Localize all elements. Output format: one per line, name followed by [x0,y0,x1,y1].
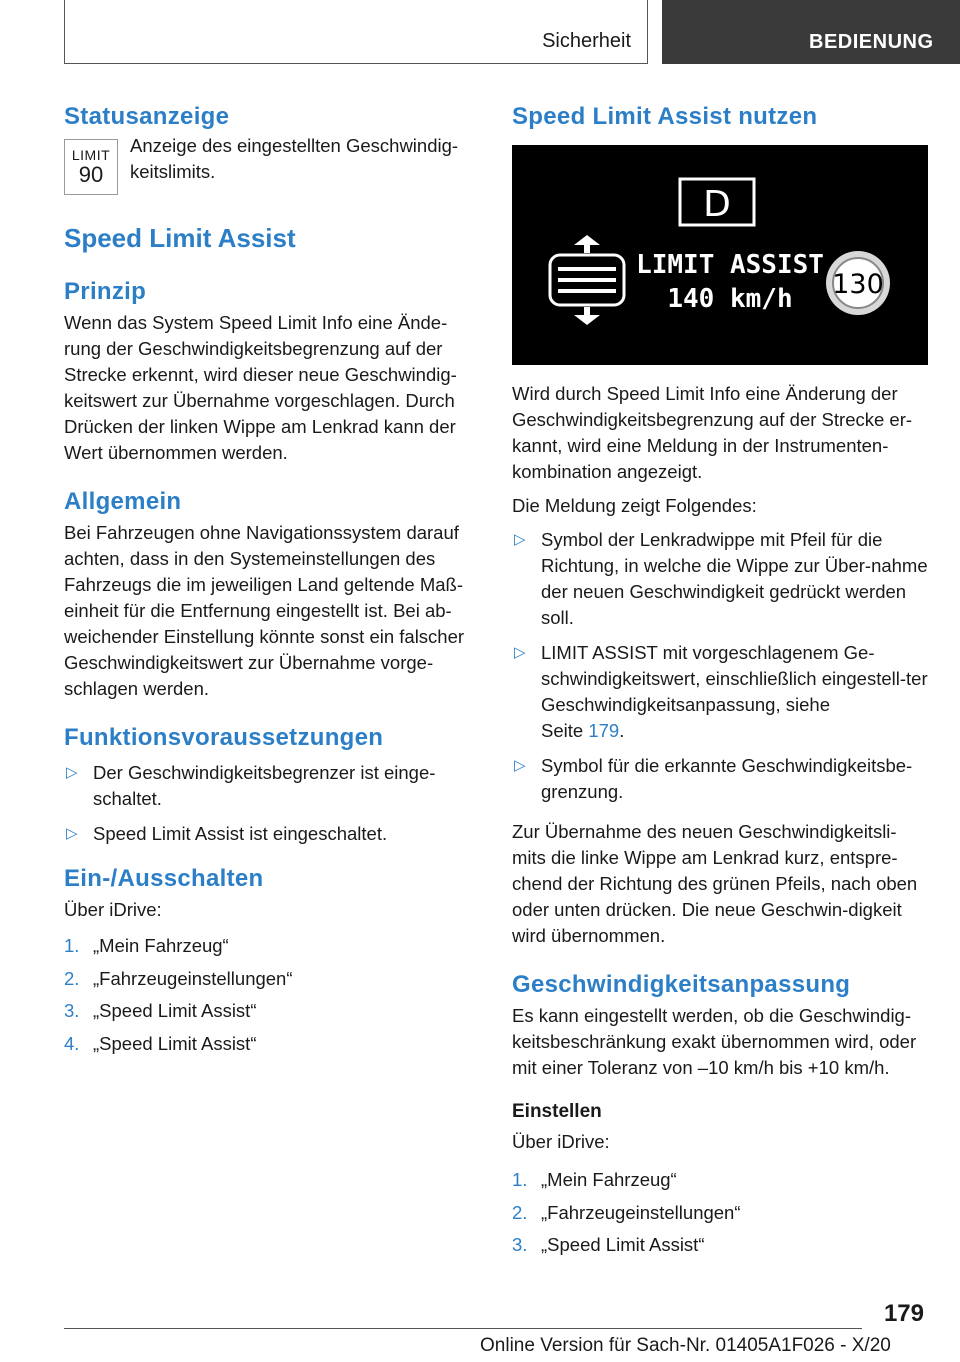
step-item: 1. „Mein Fahrzeug“ [64,935,229,956]
allgemein-heading: Allgemein [64,488,182,515]
statusanzeige-heading: Statusanzeige [64,103,230,130]
einaus-steps [64,933,484,1057]
limit-assist-label: LIMIT ASSIST [636,250,824,280]
status-text: Anzeige des eingestellten Geschwindig‐keitslimits. [130,135,459,182]
right-column [512,100,928,1265]
einstellen-heading: Einstellen [512,1101,602,1122]
footer-text: Online Version für Sach-Nr. 01405A1F026 - X/20 [480,1335,891,1356]
prinzip-heading: Prinzip [64,278,147,305]
page-link[interactable]: 179 [588,720,620,741]
nutzen-text-1: Wird durch Speed Limit Info eine Änderung der Geschwindigkeitsbegrenzung auf der Strecke er‐kannt, wird eine Meldung in der Instrumenten‐kombination angezeigt. [512,383,913,482]
step-item: 4. „Speed Limit Assist“ [64,1032,257,1054]
list-item: ▷ LIMIT ASSIST mit vorgeschlagenem Ge‐schwindigkeitswert, einschließlich eingestell‐ter Geschwindigkeitsanpassung, siehe Seite 179. [514,642,928,741]
footer-divider [64,1328,862,1329]
nutzen-text-3: Zur Übernahme des neuen Geschwindigkeitsli‐mits die linke Wippe am Lenkrad kurz, entspre‐chend der Richtung des grünen Pfeils, nach oben oder unten drücken. Die neue Geschwin‐digkeit wird übernommen. [512,821,918,946]
limit-icon [64,139,118,195]
nutzen-heading: Speed Limit Assist nutzen [512,103,818,130]
limit-assist-speed: 140 km/h [667,284,793,314]
header-frame [64,0,648,64]
rocker-switch-icon [550,235,624,325]
limit-icon-label: LIMIT [71,147,111,163]
einstellen-intro: Über iDrive: [512,1131,610,1152]
triangle-bullet-icon: ▷ [66,825,78,842]
anpassung-heading: Geschwindigkeitsanpassung [512,971,851,998]
funktion-list [64,760,484,847]
anpassung-text: Es kann eingestellt werden, ob die Geschwindig‐keitsbeschränkung exakt übernommen wird, oder mit einer Toleranz von –10 km/h bis +10 km/h. [512,1005,917,1078]
limit-icon-value: 90 [78,162,104,187]
speed-limit-sign-value: 130 [832,269,884,300]
page-number: 179 [883,1300,924,1327]
status-row [64,135,484,195]
chapter-tab-label: BEDIENUNG [809,31,934,53]
triangle-bullet-icon: ▷ [514,644,526,661]
einaus-heading: Ein-/Ausschalten [64,865,264,892]
list-item: ▷ Speed Limit Assist ist eingeschaltet. [64,821,484,847]
instrument-cluster-display [512,145,928,365]
sla-heading: Speed Limit Assist [64,223,296,253]
step-item: 3. „Speed Limit Assist“ [64,1000,257,1021]
gear-indicator: D [703,184,731,225]
step-item: 3. „Speed Limit Assist“ [512,1234,705,1255]
prinzip-text: Wenn das System Speed Limit Info eine Ände‐rung der Geschwindigkeitsbegrenzung auf der Strecke erkennt, wird dieser neue Geschwindig‐keitswert zur Übernahme vorgeschlagen. Durch Drücken der linken Wippe am Lenkrad kann der Wert übernommen werden. [64,312,457,463]
list-item: ▷ Symbol für die erkannte Geschwindigkeitsbe‐grenzung. [514,755,913,802]
step-item: 2. „Fahrzeugeinstellungen“ [512,1201,741,1223]
list-item: ▷ Der Geschwindigkeitsbegrenzer ist einge‐schaltet. [66,762,436,809]
limit-assist-graphic [512,145,928,365]
triangle-bullet-icon: ▷ [66,764,78,781]
step-item: 1. „Mein Fahrzeug“ [512,1169,677,1190]
einaus-intro: Über iDrive: [64,899,162,920]
triangle-bullet-icon: ▷ [514,757,526,774]
nutzen-text-2: Die Meldung zeigt Folgendes: [512,495,757,516]
message-list [512,527,928,805]
left-column [64,100,484,1063]
list-item: ▷ Symbol der Lenkradwippe mit Pfeil für die Richtung, in welche die Wippe zur Über‐nahme der neuen Geschwindigkeit gedrückt werden soll. [514,529,928,628]
funktion-heading: Funktionsvoraussetzungen [64,724,384,751]
section-title: Sicherheit [542,30,631,52]
chapter-tab[interactable] [662,0,960,64]
triangle-bullet-icon: ▷ [514,531,526,548]
allgemein-text: Bei Fahrzeugen ohne Navigationssystem darauf achten, dass in den Systemeinstellungen des Fahrzeugs die im jeweiligen Land geltende Maß‐einheit für die Entfernung eingestellt ist. Bei ab‐weichender Einstellung könnte sonst ein falscher Geschwindigkeitswert zur Übernahme vorge‐schlagen werden. [64,522,465,699]
einstellen-steps [512,1167,928,1258]
step-item: 2. „Fahrzeugeinstellungen“ [64,967,293,989]
